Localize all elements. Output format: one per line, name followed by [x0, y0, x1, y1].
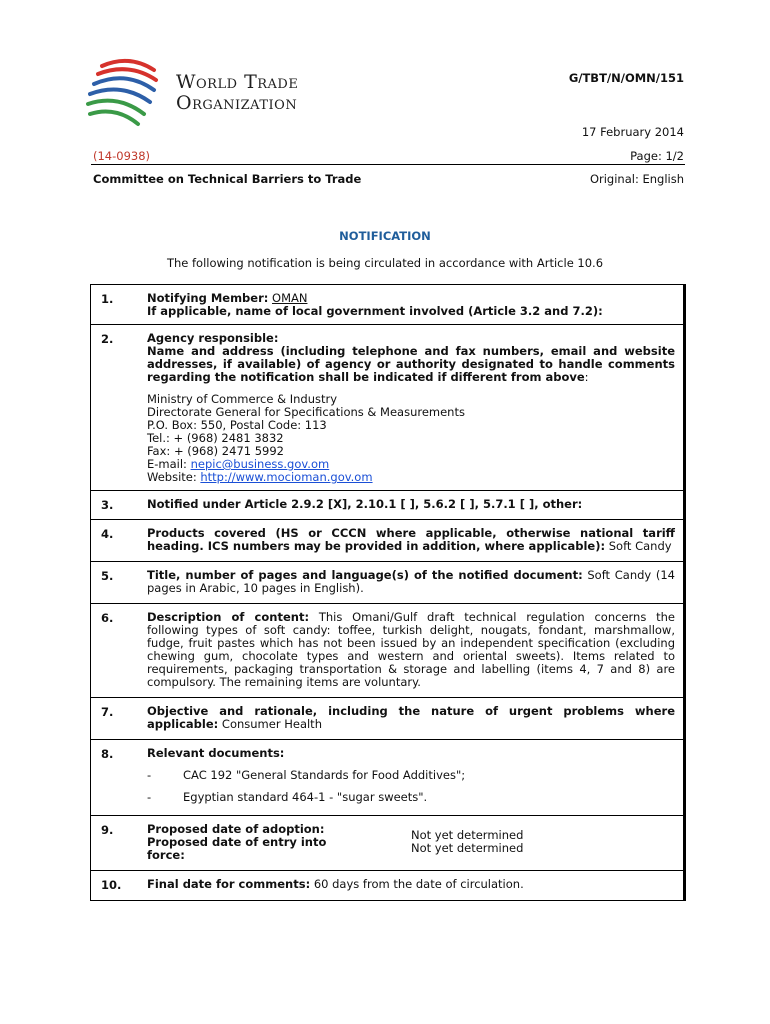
form-row-9 — [91, 816, 683, 871]
email-link[interactable]: nepic@business.gov.om — [190, 457, 330, 471]
form-row-3 — [91, 491, 683, 520]
notifying-member-value: OMAN — [272, 291, 308, 305]
local-government-label: If applicable, name of local government involved (Article 3.2 and 7.2): — [147, 304, 603, 318]
agency-address — [147, 393, 675, 484]
list-item — [147, 769, 675, 782]
relevant-documents-label: Relevant documents: — [147, 746, 285, 760]
list-dash: - — [147, 768, 152, 782]
item-number: 1. — [101, 292, 114, 306]
item-number: 9. — [101, 823, 114, 837]
item-number: 2. — [101, 332, 114, 346]
original-language: Original: English — [589, 172, 684, 186]
notification-title: NOTIFICATION — [339, 229, 431, 243]
wto-wordmark: World Trade Organization — [176, 71, 299, 114]
telephone: Tel.: + (968) 2481 3832 — [147, 431, 284, 445]
website-label: Website: — [147, 470, 201, 484]
form-row-2 — [91, 325, 683, 491]
form-row-6 — [91, 604, 683, 698]
item-number: 7. — [101, 705, 114, 719]
notification-form — [90, 284, 686, 901]
objective-label: Objective and rationale, including the nature of urgent problems where applicable: — [147, 704, 675, 731]
item-number: 6. — [101, 611, 114, 625]
form-row-10 — [91, 871, 683, 900]
agency-sub-label: Name and address (including telephone and fax numbers, email and website addresses, if available) of agency or authority designated to handle comments regarding the notification shall be indicated if different from above — [147, 344, 675, 384]
comments-date-label: Final date for comments: — [147, 877, 311, 891]
form-row-7 — [91, 698, 683, 740]
comments-date-value: 60 days from the date of circulation. — [313, 877, 524, 891]
wto-logo — [84, 56, 344, 132]
form-row-4 — [91, 520, 683, 562]
description-label: Description of content: — [147, 610, 310, 624]
agency-sub-colon: : — [584, 370, 589, 384]
entry-into-force-label: Proposed date of entry into force: — [147, 835, 327, 862]
relevant-document: CAC 192 "General Standards for Food Additives"; — [183, 768, 466, 782]
relevant-document: Egyptian standard 464-1 - "sugar sweets". — [183, 790, 428, 804]
committee-name: Committee on Technical Barriers to Trade — [93, 172, 362, 186]
address-line: Directorate General for Specifications & Measurements — [147, 405, 465, 419]
address-line: P.O. Box: 550, Postal Code: 113 — [147, 418, 327, 432]
notifying-member-label: Notifying Member: — [147, 291, 269, 305]
document-title-label: Title, number of pages and language(s) of the notified document: — [147, 568, 583, 582]
notification-intro: The following notification is being circulated in accordance with Article 10.6 — [166, 256, 604, 270]
reference-number: (14-0938) — [93, 149, 151, 163]
email-label: E-mail: — [147, 457, 191, 471]
agency-label: Agency responsible: — [147, 331, 279, 345]
notified-under-label: Notified under Article 2.9.2 [X], 2.10.1 [ ], 5.6.2 [ ], 5.7.1 [ ], other: — [147, 497, 583, 511]
products-covered-label: Products covered (HS or CCCN where applicable, otherwise national tariff heading. ICS numbers may be provided in addition, where applicable): — [147, 526, 675, 553]
description-value: This Omani/Gulf draft technical regulation concerns the following types of soft candy: toffee, turkish delight, nougats, fondant, marshmallow, fudge, fruit pastes which has not been issued by an independent specification (excluding chewing gum, chocolate types and western and oriental sweets). Items related to requirements, packaging transportation & storage and labelling (items 4, 7 and 8) are compulsory. The remaining items are voluntary. — [147, 610, 675, 689]
website-link[interactable]: http://www.mocioman.gov.om — [200, 470, 373, 484]
list-item — [147, 791, 675, 804]
wto-emblem-icon — [84, 56, 174, 132]
form-row-1 — [91, 285, 683, 325]
item-number: 5. — [101, 569, 114, 583]
document-symbol: G/TBT/N/OMN/151 — [568, 71, 684, 85]
document-title-value: Soft Candy (14 pages in Arabic, 10 pages in English). — [147, 568, 675, 595]
list-dash: - — [147, 790, 152, 804]
objective-value: Consumer Health — [221, 717, 322, 731]
page-indicator: Page: 1/2 — [630, 149, 684, 163]
form-row-8 — [91, 740, 683, 816]
fax: Fax: + (968) 2471 5992 — [147, 444, 285, 458]
header-divider — [91, 164, 685, 165]
adoption-date-label: Proposed date of adoption: — [147, 822, 325, 836]
item-number: 4. — [101, 527, 114, 541]
item-number: 3. — [101, 498, 114, 512]
address-line: Ministry of Commerce & Industry — [147, 392, 338, 406]
document-date: 17 February 2014 — [581, 125, 684, 139]
form-row-5 — [91, 562, 683, 604]
entry-into-force-value: Not yet determined — [411, 841, 524, 855]
item-number: 8. — [101, 747, 114, 761]
products-covered-value: Soft Candy — [608, 539, 672, 553]
item-number: 10. — [101, 878, 122, 892]
adoption-date-value: Not yet determined — [411, 828, 524, 842]
